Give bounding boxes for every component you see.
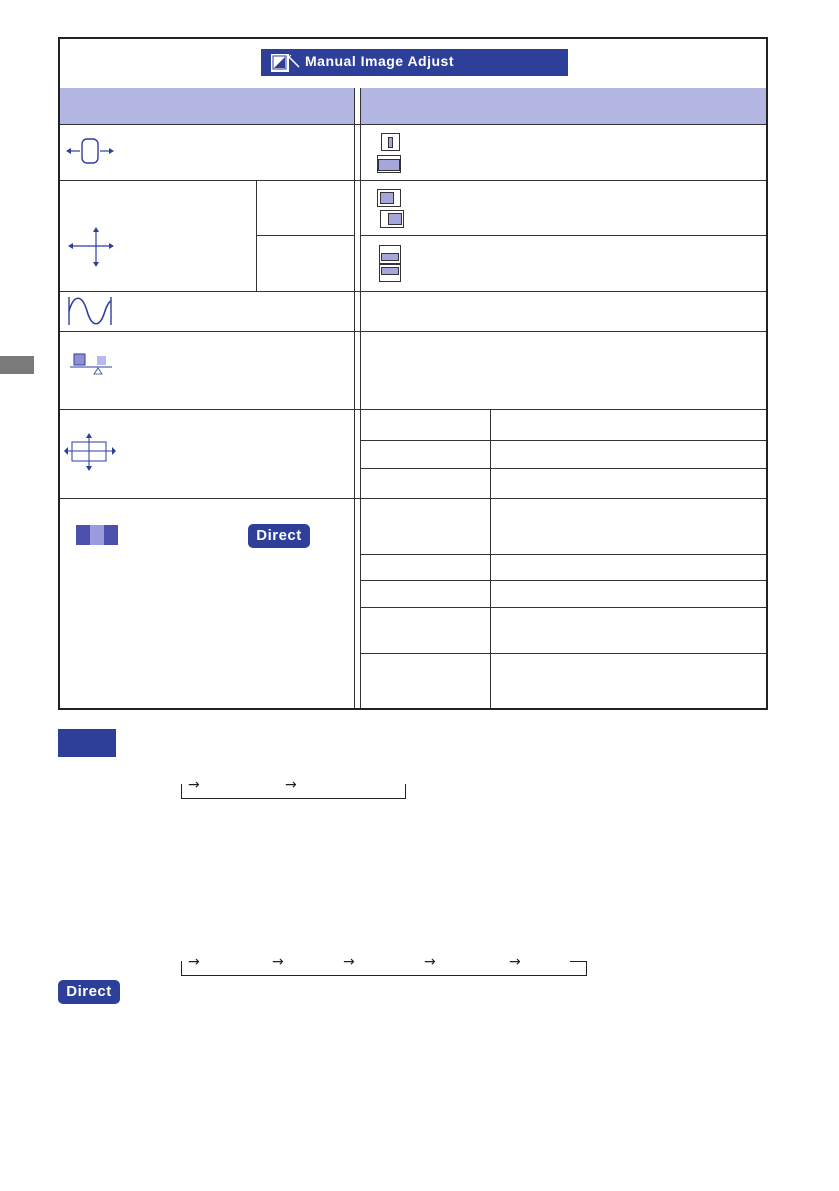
row-line <box>361 607 766 608</box>
row-line <box>361 554 766 555</box>
cycle-arrow: → <box>509 954 521 970</box>
cycle-arrow: → <box>343 954 355 970</box>
row-line <box>60 124 766 125</box>
row-line <box>361 440 766 441</box>
column-divider-left <box>354 88 355 708</box>
phase-icon <box>68 296 114 331</box>
row-line <box>60 291 766 292</box>
scaling-icon <box>64 433 116 476</box>
clock-icon <box>66 136 114 171</box>
cycle-arrow: → <box>188 777 200 793</box>
side-tab-marker <box>0 356 34 374</box>
row-line <box>361 653 766 654</box>
row-line <box>60 331 766 332</box>
move-left-icon <box>377 189 401 207</box>
adjust-icon <box>288 54 300 70</box>
cycle-arrow: → <box>424 954 436 970</box>
row-line <box>361 235 766 236</box>
note-tab <box>58 729 116 757</box>
move-up-icon <box>379 245 401 264</box>
header-cell-item <box>60 88 354 124</box>
move-down-icon <box>379 264 401 282</box>
column-divider-right <box>360 88 361 708</box>
menu-title: Manual Image Adjust <box>305 53 455 69</box>
header-cell-description <box>361 88 766 124</box>
sub-column-divider <box>490 409 491 708</box>
cycle-bracket <box>181 961 587 976</box>
wide-image-icon <box>377 155 401 173</box>
row-line <box>60 409 766 410</box>
narrow-image-icon <box>381 133 400 151</box>
direct-badge: Direct <box>58 980 120 1004</box>
row-line <box>361 580 766 581</box>
cycle-arrow: → <box>188 954 200 970</box>
menu-icon <box>271 54 289 72</box>
direct-badge: Direct <box>248 524 310 548</box>
cycle-bracket-end <box>570 961 587 962</box>
row-line <box>256 235 354 236</box>
row-line <box>361 468 766 469</box>
color-mode-icon <box>76 525 118 550</box>
cycle-arrow: → <box>272 954 284 970</box>
menu-table-frame <box>58 37 768 710</box>
row-line <box>60 498 766 499</box>
move-right-icon <box>380 210 404 228</box>
sharpness-icon <box>68 352 114 381</box>
position-icon <box>68 227 114 272</box>
sub-column-divider <box>256 180 257 291</box>
menu-title-bar <box>261 49 568 76</box>
row-line <box>60 180 766 181</box>
cycle-arrow: → <box>285 777 297 793</box>
